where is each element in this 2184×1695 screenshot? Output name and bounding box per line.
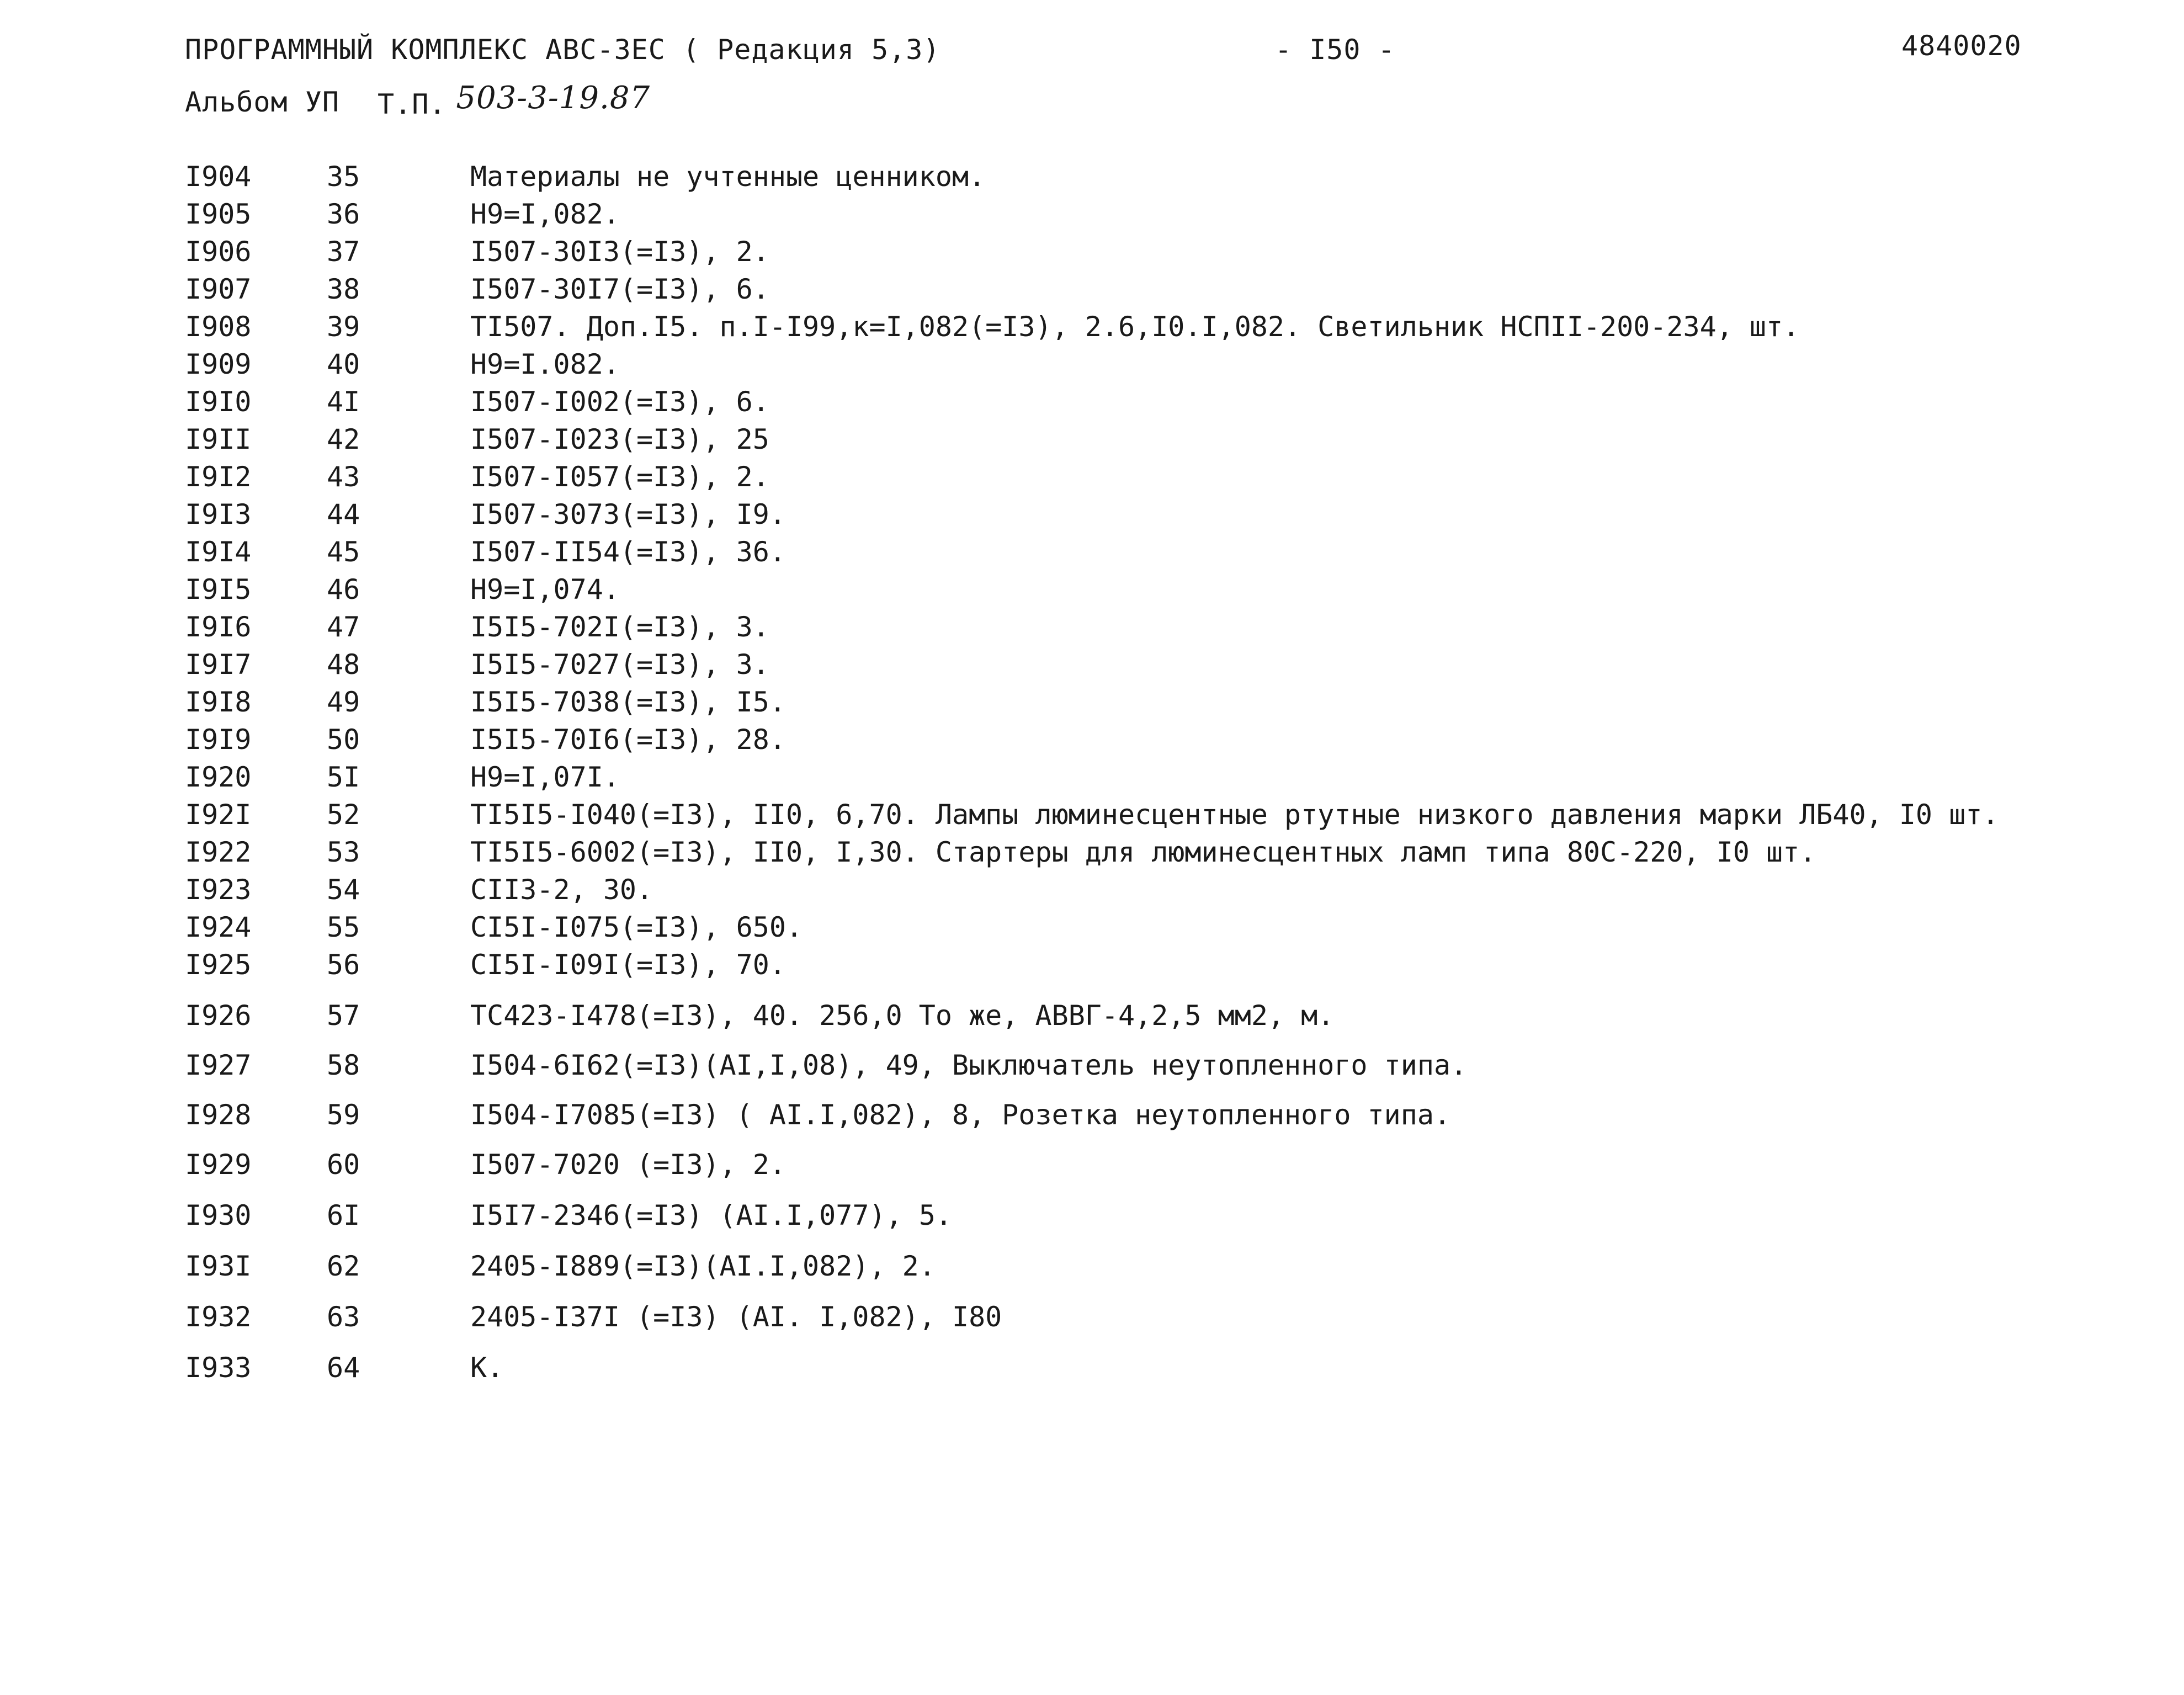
record-text: Н9=I.082. <box>470 348 620 380</box>
list-item <box>0 1351 2184 1384</box>
list-item <box>0 948 2184 981</box>
line-index: 58 <box>327 1049 360 1081</box>
line-index: 36 <box>327 198 360 230</box>
list-item <box>0 999 2184 1032</box>
list-item <box>0 648 2184 681</box>
record-number: I932 <box>185 1301 252 1333</box>
tp-reference <box>378 80 651 120</box>
record-number: I904 <box>185 161 252 193</box>
record-number: I933 <box>185 1352 252 1384</box>
list-item <box>0 535 2184 568</box>
line-index: 64 <box>327 1352 360 1384</box>
record-text: I5I7-2346(=I3) (АI.I,077), 5. <box>470 1199 952 1231</box>
list-item <box>0 160 2184 193</box>
line-index: 44 <box>327 498 360 530</box>
list-item <box>0 723 2184 756</box>
line-index: 49 <box>327 686 360 718</box>
record-text: I5I5-70I6(=I3), 28. <box>470 724 786 756</box>
record-number: I9I3 <box>185 498 252 530</box>
line-index: 37 <box>327 236 360 268</box>
record-text: Н9=I,082. <box>470 198 620 230</box>
record-number: I9I4 <box>185 536 252 568</box>
record-text: ТI5I5-I040(=I3), II0, 6,70. Лампы люминесцентные ртутные низкого давления марки ЛБ40, I0 шт. <box>470 799 1999 831</box>
record-number: I923 <box>185 874 252 906</box>
line-index: 52 <box>327 799 360 831</box>
list-item <box>0 836 2184 869</box>
record-number: I909 <box>185 348 252 380</box>
record-text: Н9=I,07I. <box>470 761 620 793</box>
record-text: ТС423-I478(=I3), 40. 256,0 То же, АВВГ-4,2,5 мм2, м. <box>470 1000 1335 1032</box>
record-number: I9I6 <box>185 611 252 643</box>
record-number: I9I7 <box>185 649 252 681</box>
line-index: 43 <box>327 461 360 493</box>
line-index: 39 <box>327 311 360 343</box>
record-number: I927 <box>185 1049 252 1081</box>
record-text: 2405-I889(=I3)(АI.I,082), 2. <box>470 1250 936 1282</box>
record-number: I928 <box>185 1099 252 1131</box>
record-number: I9I9 <box>185 724 252 756</box>
line-index: 60 <box>327 1149 360 1181</box>
list-item <box>0 1199 2184 1232</box>
list-item <box>0 423 2184 456</box>
record-text: I507-3073(=I3), I9. <box>470 498 786 530</box>
list-item <box>0 235 2184 268</box>
record-text: К. <box>470 1352 504 1384</box>
record-number: I925 <box>185 949 252 981</box>
record-text: I5I5-702I(=I3), 3. <box>470 611 769 643</box>
list-item <box>0 1098 2184 1131</box>
record-number: I93I <box>185 1250 252 1282</box>
line-index: 40 <box>327 348 360 380</box>
record-text: 2405-I37I (=I3) (АI. I,082), I80 <box>470 1301 1002 1333</box>
record-number: I926 <box>185 1000 252 1032</box>
line-index: 57 <box>327 1000 360 1032</box>
record-text: I507-30I3(=I3), 2. <box>470 236 769 268</box>
record-number: I908 <box>185 311 252 343</box>
line-index: 63 <box>327 1301 360 1333</box>
list-item <box>0 911 2184 944</box>
line-index: 42 <box>327 423 360 455</box>
record-text: I507-I002(=I3), 6. <box>470 386 769 418</box>
list-item <box>0 873 2184 906</box>
line-index: 6I <box>327 1199 360 1231</box>
list-item <box>0 1148 2184 1181</box>
record-text: I507-I023(=I3), 25 <box>470 423 769 455</box>
record-number: I922 <box>185 836 252 868</box>
record-text: I5I5-7027(=I3), 3. <box>470 649 769 681</box>
list-item <box>0 498 2184 531</box>
record-number: I905 <box>185 198 252 230</box>
album-label: Альбом УП <box>185 86 339 118</box>
record-number: I930 <box>185 1199 252 1231</box>
list-item <box>0 686 2184 719</box>
record-number: I9II <box>185 423 252 455</box>
list-item <box>0 1250 2184 1283</box>
record-text: I507-II54(=I3), 36. <box>470 536 786 568</box>
list-item <box>0 1300 2184 1333</box>
record-text: I507-I057(=I3), 2. <box>470 461 769 493</box>
record-text: Материалы не учтенные ценником. <box>470 161 986 193</box>
line-index: 55 <box>327 911 360 943</box>
record-text: ТI5I5-6002(=I3), II0, I,30. Стартеры для люминесцентных ламп типа 80С-220, I0 шт. <box>470 836 1816 868</box>
list-item <box>0 573 2184 606</box>
record-number: I9I0 <box>185 386 252 418</box>
record-number: I92I <box>185 799 252 831</box>
list-item <box>0 310 2184 343</box>
record-number: I907 <box>185 273 252 305</box>
record-number: I906 <box>185 236 252 268</box>
program-title: ПРОГРАММНЫЙ КОМПЛЕКС АВС-ЗЕС ( Редакция 5,3) <box>185 34 940 66</box>
record-text: I507-30I7(=I3), 6. <box>470 273 769 305</box>
line-index: 48 <box>327 649 360 681</box>
list-item <box>0 798 2184 831</box>
list-item <box>0 198 2184 231</box>
list-item <box>0 610 2184 644</box>
record-text: СI5I-I09I(=I3), 70. <box>470 949 786 981</box>
record-text: I504-6I62(=I3)(АI,I,08), 49, Выключатель неутопленного типа. <box>470 1049 1468 1081</box>
tp-label: Т.П. <box>378 88 447 120</box>
line-index: 47 <box>327 611 360 643</box>
line-index: 35 <box>327 161 360 193</box>
document-code: 4840020 <box>1901 30 2022 62</box>
record-text: Н9=I,074. <box>470 573 620 605</box>
record-text: I504-I7085(=I3) ( АI.I,082), 8, Розетка неутопленного типа. <box>470 1099 1451 1131</box>
list-item <box>0 460 2184 493</box>
tp-number-handwritten: 503-3-19.87 <box>456 80 651 116</box>
record-number: I9I2 <box>185 461 252 493</box>
line-index: 62 <box>327 1250 360 1282</box>
line-index: 59 <box>327 1099 360 1131</box>
list-item <box>0 1049 2184 1082</box>
line-index: 5I <box>327 761 360 793</box>
record-text: I507-7020 (=I3), 2. <box>470 1149 786 1181</box>
line-index: 50 <box>327 724 360 756</box>
record-text: СII3-2, 30. <box>470 874 653 906</box>
record-number: I924 <box>185 911 252 943</box>
record-text: СI5I-I075(=I3), 650. <box>470 911 803 943</box>
record-number: I920 <box>185 761 252 793</box>
line-index: 45 <box>327 536 360 568</box>
list-item <box>0 273 2184 306</box>
line-index: 56 <box>327 949 360 981</box>
record-number: I9I8 <box>185 686 252 718</box>
record-number: I929 <box>185 1149 252 1181</box>
line-index: 4I <box>327 386 360 418</box>
list-item <box>0 385 2184 418</box>
line-index: 54 <box>327 874 360 906</box>
list-item <box>0 348 2184 381</box>
record-text: ТI507. Доп.I5. п.I-I99,к=I,082(=I3), 2.6,I0.I,082. Светильник НСПII-200-234, шт. <box>470 311 1800 343</box>
record-number: I9I5 <box>185 573 252 605</box>
line-index: 46 <box>327 573 360 605</box>
page-number: - I50 - <box>1275 34 1395 66</box>
record-text: I5I5-7038(=I3), I5. <box>470 686 786 718</box>
line-index: 53 <box>327 836 360 868</box>
list-item <box>0 761 2184 794</box>
line-index: 38 <box>327 273 360 305</box>
